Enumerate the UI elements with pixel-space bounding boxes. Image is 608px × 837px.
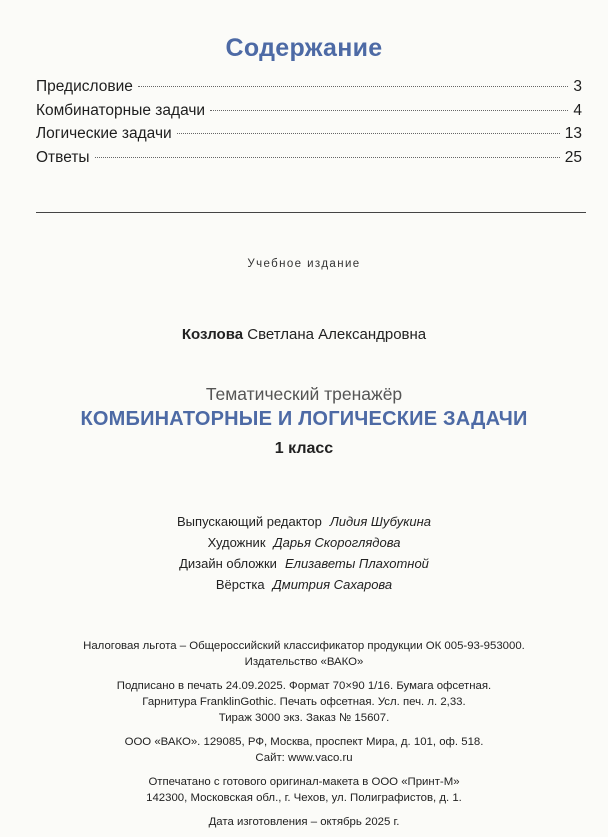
author-given-names: Светлана Александровна bbox=[247, 326, 427, 343]
imprint-typeface: Гарнитура FranklinGothic. Печать офсетная. Усл. печ. л. 2,33. bbox=[142, 696, 466, 708]
table-of-contents bbox=[36, 78, 582, 172]
author-surname: Козлова bbox=[181, 326, 244, 343]
credit-name: Елизаветы Плахотной bbox=[284, 556, 429, 571]
credit-role: Выпускающий редактор bbox=[177, 514, 322, 529]
toc-item-page: 13 bbox=[564, 125, 582, 142]
imprint-run: Тираж 3000 экз. Заказ № 15607. bbox=[218, 712, 390, 724]
imprint-date: Дата изготовления – октябрь 2025 г. bbox=[208, 816, 400, 828]
toc-item-page: 25 bbox=[564, 148, 582, 166]
toc-item-label: Комбинаторные задачи bbox=[36, 101, 206, 119]
toc-item bbox=[36, 102, 582, 126]
imprint-publisher: Издательство «ВАКО» bbox=[244, 656, 364, 668]
toc-item-page: 4 bbox=[573, 101, 582, 119]
toc-leader bbox=[210, 110, 568, 111]
credit-role: Дизайн обложки bbox=[179, 556, 277, 571]
credit-role: Художник bbox=[207, 535, 266, 550]
book-grade: 1 класс bbox=[274, 440, 334, 457]
credit-name: Дарья Скороглядова bbox=[273, 535, 401, 550]
credit-line bbox=[0, 535, 608, 556]
credits bbox=[0, 514, 608, 598]
imprint-printer-address: 142300, Московская обл., г. Чехов, ул. Полиграфистов, д. 1. bbox=[146, 792, 462, 804]
toc-item bbox=[36, 78, 582, 102]
credit-role: Вёрстка bbox=[215, 577, 265, 592]
imprint-signed: Подписано в печать 24.09.2025. Формат 70×90 1/16. Бумага офсетная. bbox=[116, 680, 492, 692]
toc-item-label: Предисловие bbox=[36, 78, 133, 95]
imprint-tax: Налоговая льгота – Общероссийский классификатор продукции ОК 005-93-953000. bbox=[83, 640, 525, 652]
toc-item-label: Логические задачи bbox=[36, 125, 172, 142]
toc-leader bbox=[95, 157, 560, 158]
imprint-site: Сайт: www.vaco.ru bbox=[255, 752, 353, 764]
imprint-address: ООО «ВАКО». 129085, РФ, Москва, проспект Мира, д. 101, оф. 518. bbox=[124, 736, 484, 748]
credit-line bbox=[0, 556, 608, 577]
imprint bbox=[0, 638, 608, 830]
book-title: КОМБИНАТОРНЫЕ И ЛОГИЧЕСКИЕ ЗАДАЧИ bbox=[80, 408, 528, 430]
book-subtitle: Тематический тренажёр bbox=[205, 384, 403, 404]
credit-line bbox=[0, 577, 608, 598]
credit-name: Дмитрия Сахарова bbox=[272, 577, 393, 592]
author bbox=[0, 326, 608, 343]
toc-leader bbox=[138, 86, 569, 87]
edition-type: Учебное издание bbox=[247, 258, 361, 270]
toc-leader bbox=[177, 133, 560, 134]
credit-line bbox=[0, 514, 608, 535]
toc-item bbox=[36, 149, 582, 173]
credit-name: Лидия Шубукина bbox=[329, 514, 431, 529]
toc-title: Содержание bbox=[225, 34, 383, 62]
toc-item bbox=[36, 125, 582, 149]
toc-item-page: 3 bbox=[573, 78, 582, 95]
imprint-printed: Отпечатано с готового оригинал-макета в ООО «Принт-М» bbox=[148, 776, 460, 788]
divider bbox=[36, 212, 586, 213]
toc-item-label: Ответы bbox=[36, 148, 90, 166]
